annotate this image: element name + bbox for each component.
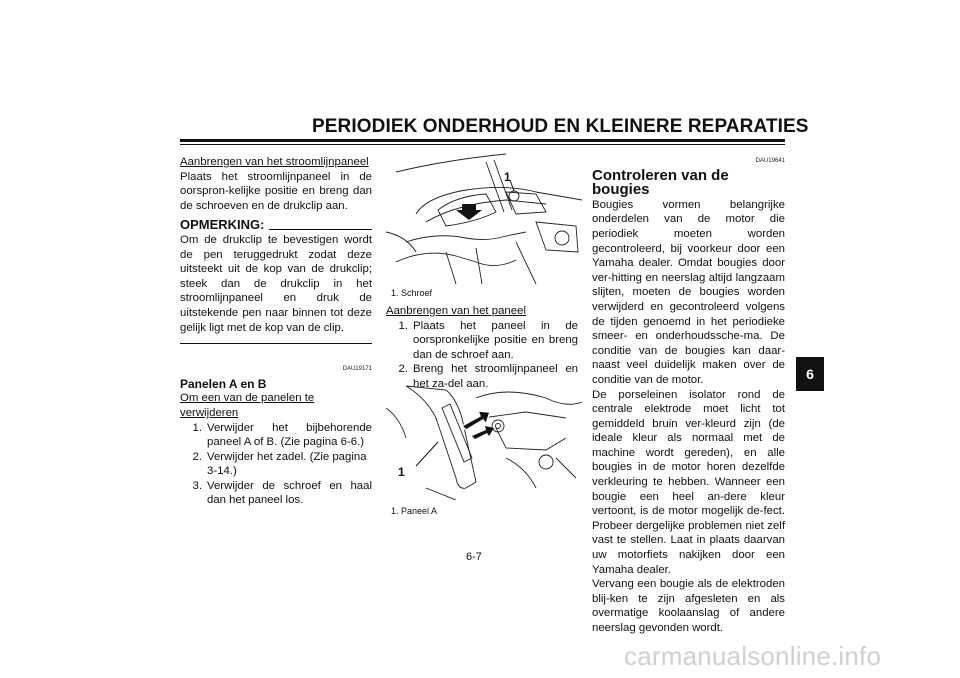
chapter-tab: 6 bbox=[796, 357, 824, 391]
steps-list bbox=[180, 421, 372, 509]
section-title-bougies: Controleren van de bougies bbox=[592, 166, 729, 199]
list-item: 2. Verwijder het zadel. (Zie pagina 3-14.) bbox=[192, 450, 367, 478]
section-title: Panelen A en B bbox=[180, 376, 267, 391]
figure-paneel-a bbox=[386, 378, 582, 500]
watermark: carmanualsonline.info bbox=[624, 641, 882, 671]
paragraph: Bougies vormen belangrijke onderdelen van de motor die periodiek moeten worden gecontroleerd, bij voorkeur door een Yamaha dealer. Omdat bougies door ver-hitting en neerslag altijd langzaam slijten, moeten de bougies worden verwijderd en gecontroleerd volgens de tijden genoemd in het periodieke smeer- en onderhoudssche-ma. De conditie van de bougies kan daar-naast veel duidelijk maken over de conditie van de motor. bbox=[592, 198, 785, 386]
note-end-rule bbox=[180, 343, 372, 344]
figure-schroef bbox=[386, 152, 582, 284]
paragraph: De porseleinen isolator rond de centrale elektrode moet licht tot gemiddeld bruin ver-kleurd zijn (de ideale kleur als normaal met de machine wordt gereden), en alle bougies in de motor horen dezelfde verkleuring te hebben. Wanneer een bougie een heel an-dere kleur vertoont, is de motor mogelijk de-fect. Probeer dergelijke problemen niet zelf vast te stellen. Laat in plaats daarvan uw motorfiets nakijken door een Yamaha dealer. bbox=[592, 388, 785, 576]
paragraph-stroomlijnpaneel: Plaats het stroomlijnpaneel in de oorspron-kelijke positie en breng dan de schroeven en de drukclip aan. bbox=[180, 170, 372, 212]
list-item: 3. Verwijder de schroef en haal dan het paneel los. bbox=[192, 479, 372, 507]
list-item: 2. Breng het stroomlijnpaneel en het za-del aan. bbox=[398, 363, 578, 390]
figure-callout-1: 1 bbox=[504, 170, 511, 184]
figure-caption-paneel: 1. Paneel A bbox=[391, 506, 438, 516]
note-header bbox=[180, 218, 372, 233]
page-title: PERIODIEK ONDERHOUD EN KLEINERE REPARATIES bbox=[312, 116, 809, 137]
paneel-illustration bbox=[386, 378, 582, 500]
figure-caption-schroef: 1. Schroef bbox=[391, 288, 433, 298]
section-code-bougies: DAU19641 bbox=[755, 158, 785, 164]
heading-stroomlijnpaneel: Aanbrengen van het stroomlijnpaneel bbox=[180, 156, 369, 168]
column-left bbox=[180, 155, 372, 508]
header-rule-thin bbox=[180, 144, 785, 145]
note-rule bbox=[269, 229, 373, 230]
figure-callout-1b: 1 bbox=[398, 465, 405, 479]
list-item: 1. Verwijder het bijbehorende paneel A of B. (Zie pagina 6-6.) bbox=[192, 421, 372, 449]
list-item: 1. Plaats het paneel in de oorspronkelijke positie en breng dan de schroef aan. bbox=[398, 319, 578, 361]
paragraph: Vervang een bougie als de elektroden blij-ken te zijn afgesleten en als overmatige koolaanslag of andere neerslag gevonden wordt. bbox=[592, 578, 785, 634]
sub-heading: Om een van de panelen te verwijderen bbox=[180, 392, 315, 419]
column-right bbox=[592, 154, 785, 636]
header-rule bbox=[180, 139, 785, 142]
heading-paneel: Aanbrengen van het paneel bbox=[386, 305, 526, 317]
note-label: OPMERKING: bbox=[180, 217, 265, 233]
section-code: DAU19171 bbox=[342, 366, 372, 373]
schroef-illustration bbox=[386, 152, 582, 284]
page-number: 6-7 bbox=[466, 551, 482, 563]
note-text: Om de drukclip te bevestigen wordt de pen teruggedrukt zodat deze uitsteekt uit de kop van de drukclip; steek dan de drukclip in het stroomlijnpaneel en druk de uitstekende pen naar binnen tot deze gelijk ligt met de kop van de clip. bbox=[180, 233, 372, 334]
